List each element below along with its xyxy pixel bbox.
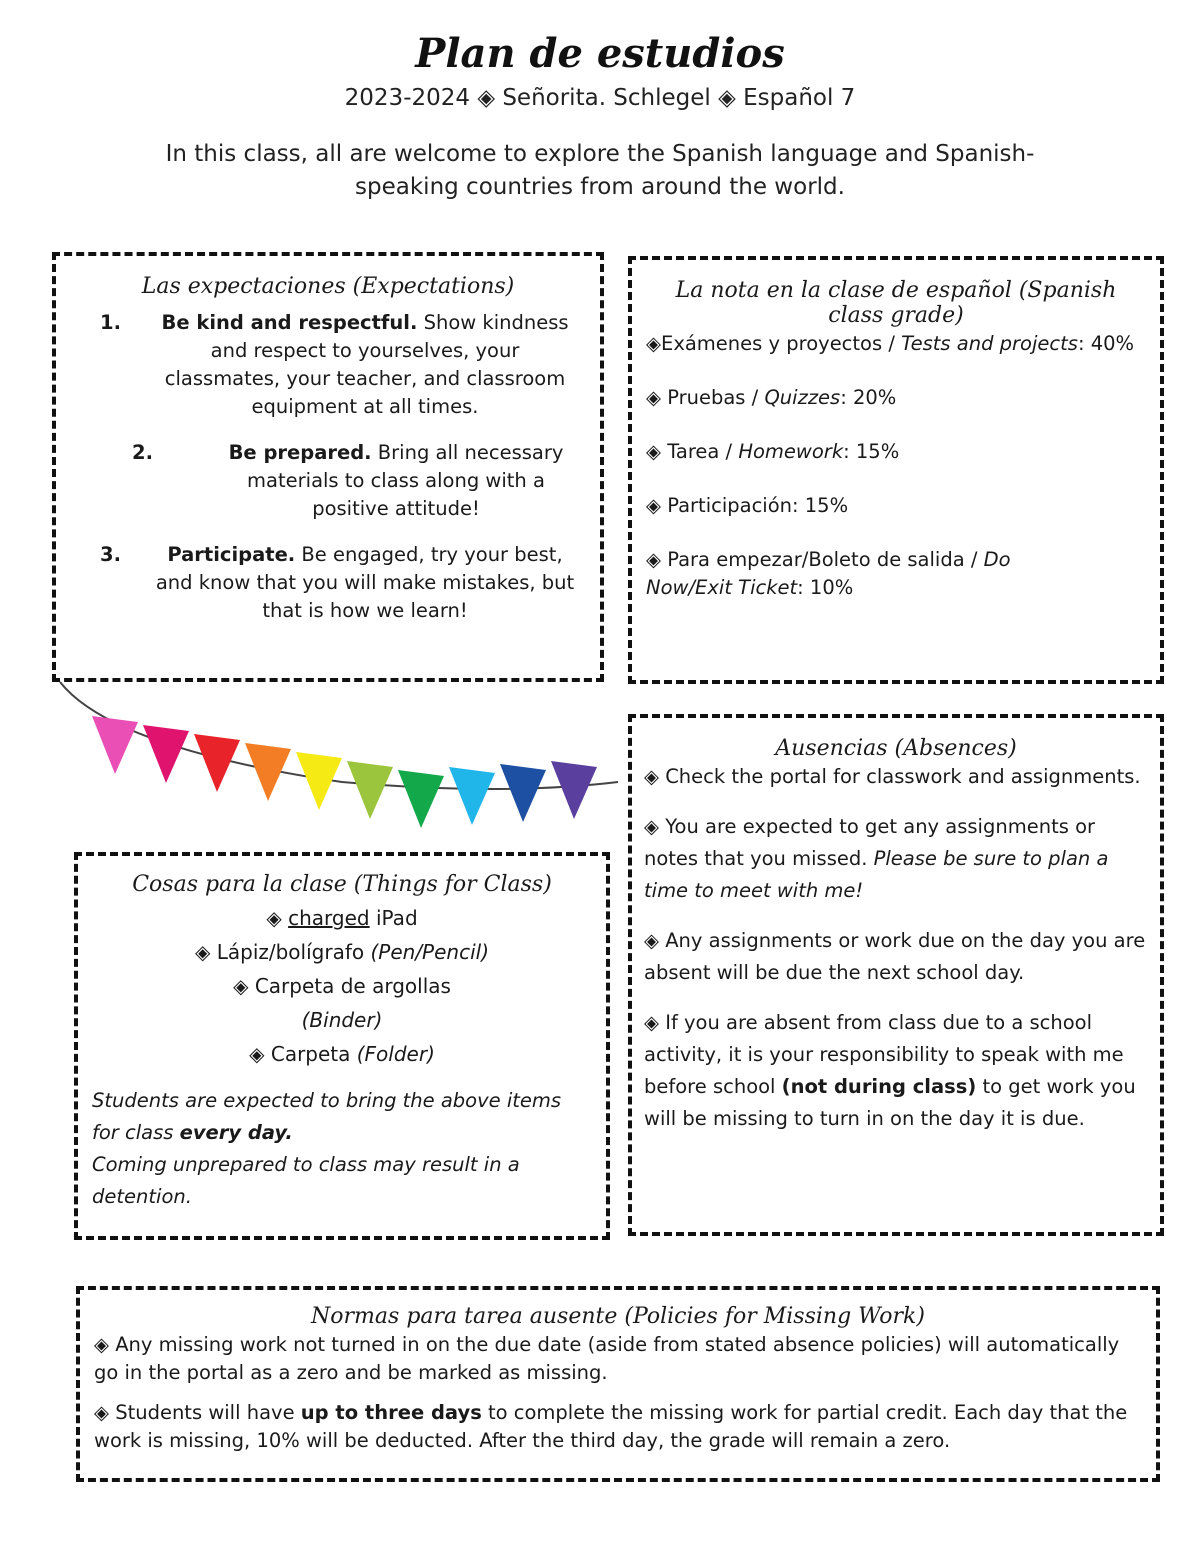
intro-text: In this class, all are welcome to explore the Spanish language and Spanish-speaking countries from around the world. [165,141,1035,200]
thing-item-binder [92,969,592,1003]
grade-item-pct: : 15% [843,440,900,463]
thing-translation: (Binder) [301,1008,383,1032]
expectation-text: Bring all necessary materials to class along with a positive attitude! [247,441,564,520]
thing-translation: (Pen/Pencil) [370,940,490,964]
thing-text: ◈ Lápiz/bolígrafo [194,940,371,964]
expectation-heading: Be kind and respectful. [161,311,418,334]
note-text: Coming unprepared to class may result in a detention. [92,1153,520,1208]
grade-item [646,492,1146,520]
expectation-heading: Be prepared. [228,441,372,464]
page-subtitle: 2023-2024 ◈ Señorita. Schlegel ◈ Español 7 [344,85,856,111]
grade-item-pct: : 40% [1077,332,1135,355]
note-text: Students are expected to bring the above items for class [92,1089,562,1144]
grade-item-en: Do Now/Exit Ticket [646,548,1011,599]
expectation-heading: Participate. [167,543,296,566]
absence-item [644,811,1148,907]
grade-item [646,384,1146,412]
absence-text: to get work you will be missing to turn in on the day it is due. [644,1075,1136,1130]
absence-item: ◈ Check the portal for classwork and assignments. [644,765,1141,788]
policy-item: ◈ Any missing work not turned in on the due date (aside from stated absence policies) will automatically go in the portal as a zero and be marked as missing. [94,1333,1120,1384]
bunting-banner [52,678,622,848]
thing-text: ◈ Carpeta [249,1042,357,1066]
bunting-flag [143,725,189,783]
grade-item-en: Quizzes [764,386,841,409]
expectations-title: Las expectaciones (Expectations) [141,274,515,299]
thing-text: iPad [369,906,418,930]
bunting-flag [500,764,546,822]
expectation-text: Be engaged, try your best, and know that you will make mistakes, but that is how we learn! [155,543,575,622]
absences-title: Ausencias (Absences) [775,736,1017,761]
grade-item-es: ◈ Tarea / [646,440,739,463]
thing-item-folder [92,1037,592,1071]
grade-title: La nota en la clase de español (Spanish class grade) [675,278,1117,328]
expectation-number: 2. [132,441,153,464]
grade-item-en: Tests and projects [901,332,1078,355]
absence-item: ◈ Any assignments or work due on the day you are absent will be due the next school day. [644,929,1146,984]
grade-item-es: ◈ Pruebas / [646,386,765,409]
expectation-item [76,439,580,523]
bullet: ◈ [266,906,289,930]
policy-item [94,1399,1142,1455]
absence-text: ◈ If you are absent from class due to a school activity, it is your responsibility to speak with me before school [644,1011,1124,1098]
grade-box [628,256,1164,684]
things-note [92,1085,592,1213]
grade-item-es: ◈ Para empezar/Boleto de salida / [646,548,984,571]
bunting-flag [347,761,393,819]
thing-translation: (Folder) [356,1042,435,1066]
grade-item-pct: : 20% [840,386,897,409]
expectation-text: Show kindness and respect to yourselves, your classmates, your teacher, and classroom equipment at all times. [164,311,569,418]
bunting-flag [449,767,495,825]
policy-bold: up to three days [300,1401,482,1424]
note-bold: every day. [179,1121,293,1144]
thing-underlined: charged [288,906,370,930]
bunting-flag [92,716,138,774]
policies-title: Normas para tarea ausente (Policies for Missing Work) [311,1304,925,1329]
policies-box [76,1286,1160,1482]
thing-item-ipad [92,901,592,935]
grade-item-en: Homework [738,440,844,463]
grade-item [646,438,1146,466]
things-box [74,852,610,1240]
absence-item [644,1007,1148,1135]
expectation-number: 1. [100,311,121,334]
things-title: Cosas para la clase (Things for Class) [132,872,552,897]
absences-box [628,714,1164,1236]
grade-item [646,546,1026,602]
policy-text: to complete the missing work for partial credit. Each day that the work is missing, 10% will be deducted. After the third day, the grade will remain a zero. [94,1401,1128,1452]
thing-item-pen [92,935,592,969]
absence-italic: Please be sure to plan a time to meet with me! [644,847,1109,902]
expectations-box [52,252,604,682]
absence-bold: (not during class) [781,1075,977,1098]
grade-item-es: ◈Exámenes y proyectos / [646,332,902,355]
grade-item [646,330,1146,358]
expectation-number: 3. [100,543,121,566]
expectation-item [76,541,580,625]
bunting-flag [551,761,597,819]
bunting-flag [194,734,240,792]
page-title: Plan de estudios [415,30,785,77]
bunting-flag [398,770,444,828]
absence-text: ◈ You are expected to get any assignments or notes that you missed. [644,815,1096,870]
expectation-item [76,309,580,421]
grade-item-pct: : 10% [797,576,854,599]
policy-text: ◈ Students will have [94,1401,301,1424]
thing-text: ◈ Carpeta de argollas [233,974,451,998]
grade-item-es: ◈ Participación: 15% [646,494,849,517]
